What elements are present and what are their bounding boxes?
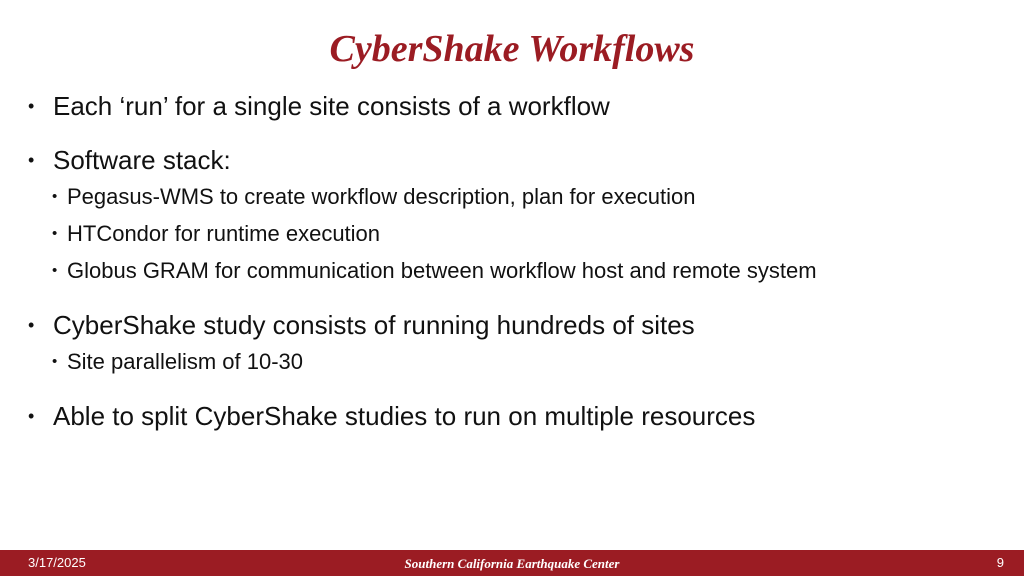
bullet-marker: • <box>52 225 58 242</box>
bullet-text: CyberShake study consists of running hundreds of sites <box>53 310 695 340</box>
bullet-item <box>28 142 998 178</box>
bullet-text: Each ‘run’ for a single site consists of a workflow <box>53 91 610 121</box>
page-number: 9 <box>996 555 1004 570</box>
slide-title: CyberShake Workflows <box>329 28 695 70</box>
footer-date: 3/17/2025 <box>28 555 86 570</box>
bullet-marker: • <box>52 353 58 370</box>
bullet-marker: • <box>28 96 35 116</box>
bullet-marker: • <box>28 406 35 426</box>
sub-bullet-text: HTCondor for runtime execution <box>67 221 381 246</box>
bullet-item <box>28 398 998 434</box>
sub-bullet-text: Site parallelism of 10-30 <box>67 349 304 374</box>
bullet-item <box>28 88 998 124</box>
bullet-item <box>28 307 998 343</box>
sub-bullet-item <box>28 215 998 252</box>
sub-bullet-item <box>28 178 998 215</box>
sub-bullet-text: Globus GRAM for communication between workflow host and remote system <box>67 258 817 283</box>
bullet-marker: • <box>52 188 58 205</box>
bullet-text: Able to split CyberShake studies to run on multiple resources <box>53 401 756 431</box>
footer-organization: Southern California Earthquake Center <box>404 556 620 571</box>
footer-bar <box>0 550 1024 576</box>
sub-bullet-item <box>28 343 998 380</box>
bullet-marker: • <box>28 150 35 170</box>
bullet-marker: • <box>28 315 35 335</box>
bullet-marker: • <box>52 262 58 279</box>
slide-content <box>28 88 998 434</box>
sub-bullet-text: Pegasus-WMS to create workflow description, plan for execution <box>67 184 696 209</box>
bullet-text: Software stack: <box>53 145 231 175</box>
sub-bullet-item <box>28 252 998 289</box>
